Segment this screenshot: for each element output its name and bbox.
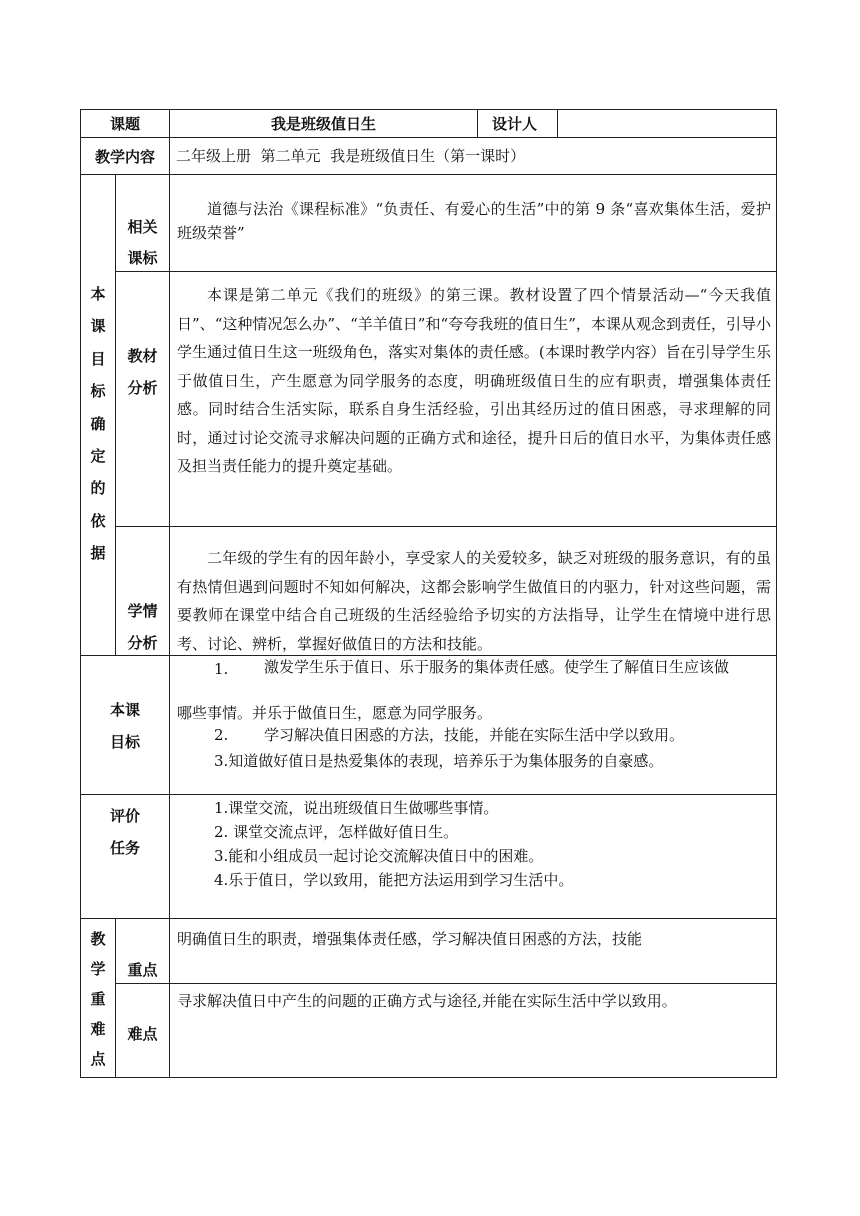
textbook-text: 本课是第二单元《我们的班级》的第三课。教材设置了四个情景活动—“今天我值日”、“这种情况怎么办”、“羊羊值日”和“夸夸我班的值日生”，本课从观念到责任，引导小学生通过值日生这一班级角色，落实对集体的责任感。(本课时教学内容）旨在引导学生乐于做值日生，产生愿意为同学服务的态度，明确班级值日生的应有职责，增强集体责任感。同时结合生活实际，联系自身生活经验，引出其经历过的值日困惑，寻求理解的同时，通过讨论交流寻求解决问题的正确方式和途径，提升日后的值日水平，为集体责任感及担当责任能力的提升奠定基础。	[177, 286, 771, 475]
goals-label	[81, 694, 169, 758]
keypoints-label-char: 教	[90, 930, 106, 948]
table-border-bottom	[80, 1077, 777, 1078]
goal-item-2-text: 学习解决值日困惑的方法，技能，并能在实际生活中学以致用。	[264, 726, 685, 744]
students-label	[116, 595, 169, 659]
standards-label-line: 课标	[127, 249, 158, 267]
content-value: 二年级上册 第二单元 我是班级值日生（第一课时）	[176, 147, 526, 165]
basis-label-char: 的	[90, 479, 106, 498]
topic-value: 我是班级值日生	[270, 115, 376, 133]
goal-item-1-continued: 哪些事情。并乐于做值日生，愿意为同学服务。	[177, 704, 493, 722]
goals-label-line: 目标	[109, 733, 140, 751]
key-point-text: 明确值日生的职责，增强集体责任感，学习解决值日困惑的方法，技能	[177, 930, 643, 948]
evaluation-item: 2. 课堂交流点评，怎样做好值日生。	[214, 823, 459, 841]
basis-label-char: 确	[90, 414, 106, 433]
column-divider	[115, 918, 116, 1078]
row-divider	[115, 983, 777, 984]
column-divider	[169, 109, 170, 1078]
goal-item-1-text: 激发学生乐于值日、乐于服务的集体责任感。使学生了解值日生应该做	[264, 658, 730, 676]
students-label-line: 分析	[127, 634, 158, 652]
students-text: 二年级的学生有的因年龄小，享受家人的关爱较多，缺乏对班级的服务意识，有的虽有热情但遇到问题时不知如何解决，这都会影响学生做值日的内驱力，针对这些问题，需要教师在课堂中结合自己班级的生活经验给予切实的方法指导，让学生在情境中进行思考、讨论、辨析，掌握好做值日的方法和技能。	[177, 549, 771, 653]
textbook-label-line: 教材	[127, 347, 158, 365]
row-divider	[115, 526, 777, 527]
evaluation-label-line: 任务	[109, 839, 140, 857]
basis-label-char: 据	[90, 544, 106, 563]
evaluation-item: 3.能和小组成员一起讨论交流解决值日中的困难。	[214, 847, 544, 865]
basis-label-char: 定	[90, 447, 106, 466]
row-divider	[80, 794, 777, 795]
row-divider	[80, 174, 777, 175]
basis-label	[81, 278, 115, 570]
goal-item-2-number: 2.	[214, 726, 229, 744]
table-border-right	[776, 109, 777, 1078]
keypoints-label	[81, 924, 115, 1074]
designer-label: 设计人	[492, 115, 538, 133]
standards-text: 道德与法治《课程标准》“负责任、有爱心的生活”中的第 9 条“喜欢集体生活，爱护班级荣誉”	[177, 200, 771, 242]
evaluation-item: 1.课堂交流，说出班级值日生做哪些事情。	[214, 799, 499, 817]
textbook-label-line: 分析	[127, 379, 158, 397]
basis-label-char: 目	[90, 349, 106, 368]
evaluation-item: 4.乐于值日，学以致用，能把方法运用到学习生活中。	[214, 871, 574, 889]
goal-item-1-number: 1.	[214, 660, 229, 678]
keypoints-label-char: 重	[90, 990, 106, 1008]
basis-label-char: 依	[90, 511, 106, 530]
difficult-point-text: 寻求解决值日中产生的问题的正确方式与途径,并能在实际生活中学以致用。	[177, 992, 677, 1010]
students-label-line: 学情	[127, 602, 158, 620]
key-point-label: 重点	[127, 961, 158, 979]
row-divider	[80, 918, 777, 919]
keypoints-label-char: 点	[90, 1050, 106, 1068]
basis-label-char: 课	[90, 317, 106, 336]
standards-label	[116, 212, 169, 274]
basis-label-char: 标	[90, 382, 106, 401]
standards-label-line: 相关	[127, 218, 158, 236]
topic-label: 课题	[109, 115, 140, 133]
keypoints-label-char: 难	[90, 1020, 106, 1038]
content-label: 教学内容	[94, 147, 155, 166]
designer-value[interactable]	[558, 110, 776, 137]
evaluation-label	[81, 800, 169, 864]
evaluation-label-line: 评价	[109, 807, 140, 825]
difficult-point-label: 难点	[127, 1025, 158, 1043]
basis-label-char: 本	[90, 285, 106, 303]
evaluation-list	[214, 796, 774, 892]
goal-item-3: 3.知道做好值日是热爱集体的表现，培养乐于为集体服务的自豪感。	[214, 752, 664, 770]
textbook-label	[116, 340, 169, 404]
goals-label-line: 本课	[109, 701, 140, 719]
row-divider	[115, 271, 777, 272]
keypoints-label-char: 学	[90, 960, 106, 978]
